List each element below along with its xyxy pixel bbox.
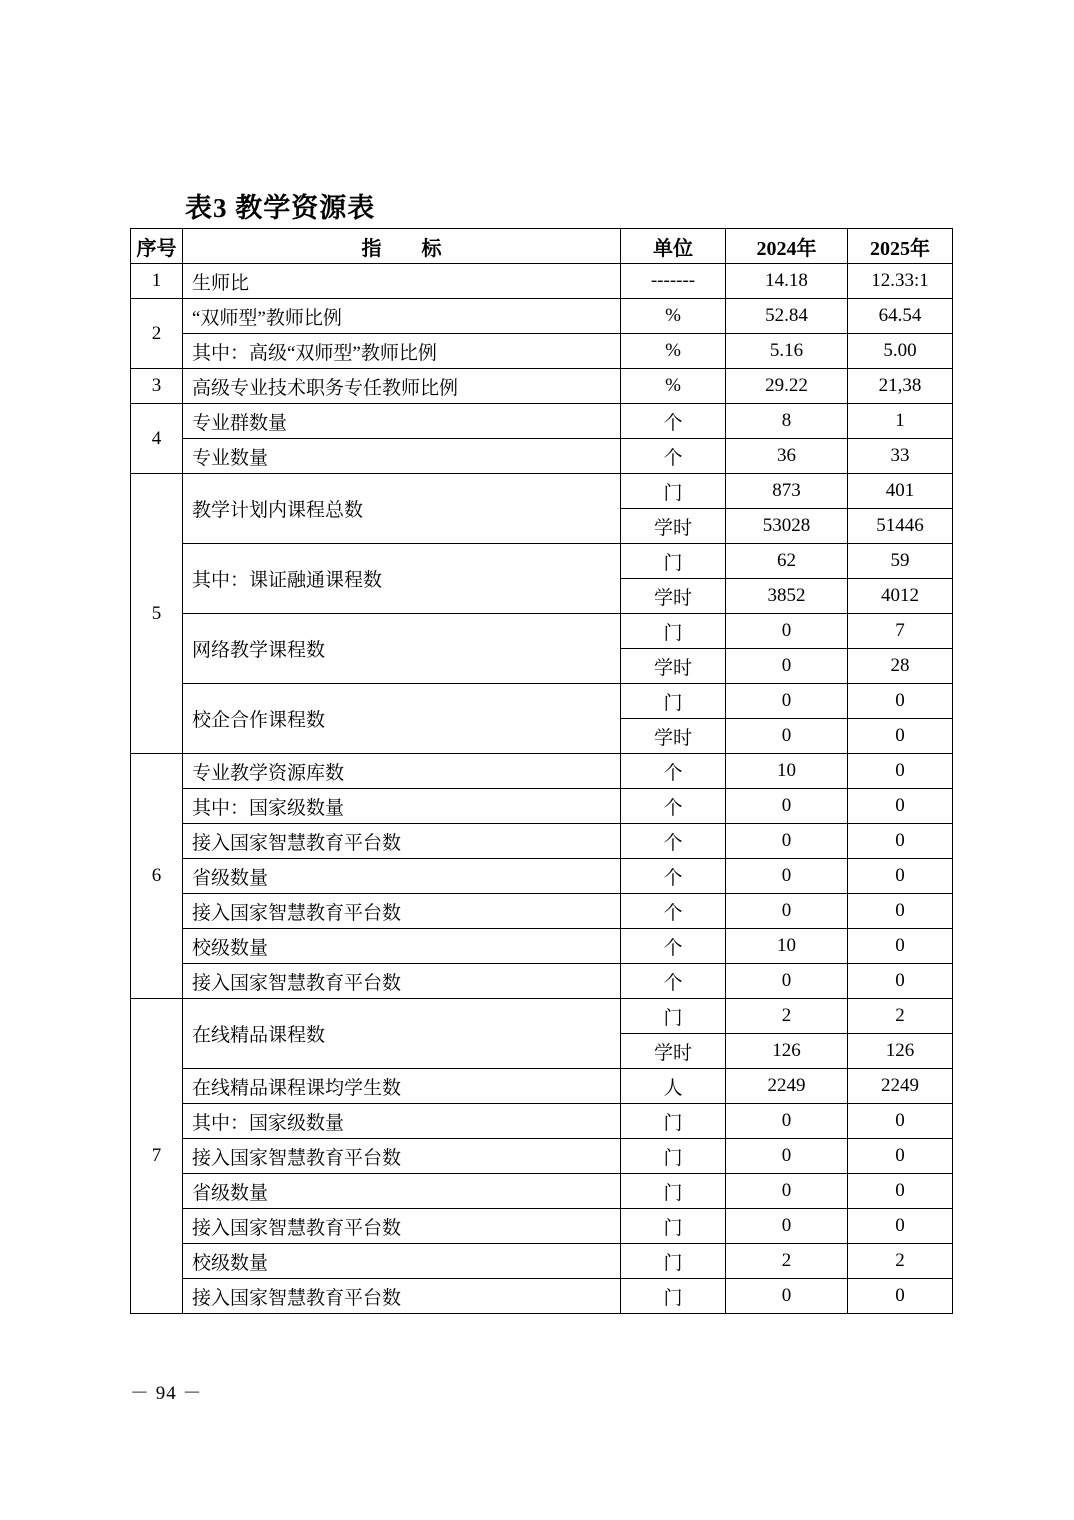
unit-cell: 个 bbox=[621, 894, 726, 929]
v2025-cell: 0 bbox=[848, 824, 953, 859]
ind-cell: 教学计划内课程总数 bbox=[183, 474, 621, 544]
v2025-cell: 0 bbox=[848, 789, 953, 824]
unit-cell: % bbox=[621, 299, 726, 334]
v2025-cell: 59 bbox=[848, 544, 953, 579]
table-row bbox=[131, 614, 953, 649]
ind-cell: 校级数量 bbox=[183, 1244, 621, 1279]
table-row bbox=[131, 824, 953, 859]
unit-cell: 学时 bbox=[621, 1034, 726, 1069]
v2024-cell: 2 bbox=[726, 1244, 848, 1279]
unit-column-header: 单位 bbox=[621, 229, 726, 264]
unit-cell: ------- bbox=[621, 264, 726, 299]
table-row bbox=[131, 299, 953, 334]
table-row bbox=[131, 929, 953, 964]
table-row bbox=[131, 894, 953, 929]
v2025-cell: 0 bbox=[848, 1139, 953, 1174]
unit-cell: 学时 bbox=[621, 579, 726, 614]
page-number: － 94 － bbox=[130, 1383, 203, 1404]
v2025-column-header: 2025年 bbox=[848, 229, 953, 264]
ind-cell: 在线精品课程课均学生数 bbox=[183, 1069, 621, 1104]
seq-column-header: 序号 bbox=[131, 229, 183, 264]
v2024-cell: 0 bbox=[726, 964, 848, 999]
table-header-row bbox=[131, 229, 953, 264]
unit-cell: 学时 bbox=[621, 649, 726, 684]
seq-cell: 3 bbox=[131, 369, 183, 404]
v2024-cell: 62 bbox=[726, 544, 848, 579]
v2024-cell: 0 bbox=[726, 1139, 848, 1174]
ind-cell: 接入国家智慧教育平台数 bbox=[183, 1139, 621, 1174]
ind-cell: 接入国家智慧教育平台数 bbox=[183, 964, 621, 999]
v2024-cell: 52.84 bbox=[726, 299, 848, 334]
ind-cell: 省级数量 bbox=[183, 859, 621, 894]
unit-cell: 学时 bbox=[621, 509, 726, 544]
table-row bbox=[131, 334, 953, 369]
v2025-cell: 2 bbox=[848, 1244, 953, 1279]
table-row bbox=[131, 1139, 953, 1174]
v2025-cell: 51446 bbox=[848, 509, 953, 544]
ind-cell: “双师型”教师比例 bbox=[183, 299, 621, 334]
table-row bbox=[131, 404, 953, 439]
unit-cell: 门 bbox=[621, 1209, 726, 1244]
ind-cell: 省级数量 bbox=[183, 1174, 621, 1209]
unit-cell: 个 bbox=[621, 439, 726, 474]
ind-cell: 专业数量 bbox=[183, 439, 621, 474]
table-row bbox=[131, 684, 953, 719]
unit-cell: 门 bbox=[621, 999, 726, 1034]
v2024-column-header: 2024年 bbox=[726, 229, 848, 264]
ind-cell: 其中：课证融通课程数 bbox=[183, 544, 621, 614]
table-row bbox=[131, 964, 953, 999]
ind-cell: 生师比 bbox=[183, 264, 621, 299]
v2024-cell: 0 bbox=[726, 859, 848, 894]
v2025-cell: 64.54 bbox=[848, 299, 953, 334]
unit-cell: % bbox=[621, 369, 726, 404]
v2024-cell: 0 bbox=[726, 1209, 848, 1244]
v2025-cell: 28 bbox=[848, 649, 953, 684]
ind-cell: 高级专业技术职务专任教师比例 bbox=[183, 369, 621, 404]
v2024-cell: 5.16 bbox=[726, 334, 848, 369]
v2025-cell: 0 bbox=[848, 964, 953, 999]
v2025-cell: 5.00 bbox=[848, 334, 953, 369]
ind-cell: 接入国家智慧教育平台数 bbox=[183, 824, 621, 859]
v2024-cell: 873 bbox=[726, 474, 848, 509]
v2025-cell: 33 bbox=[848, 439, 953, 474]
table-body bbox=[131, 264, 953, 1314]
ind-cell: 其中：国家级数量 bbox=[183, 1104, 621, 1139]
v2024-cell: 10 bbox=[726, 929, 848, 964]
unit-cell: 个 bbox=[621, 789, 726, 824]
ind-cell: 专业教学资源库数 bbox=[183, 754, 621, 789]
v2024-cell: 3852 bbox=[726, 579, 848, 614]
v2025-cell: 2 bbox=[848, 999, 953, 1034]
unit-cell: 个 bbox=[621, 404, 726, 439]
v2024-cell: 10 bbox=[726, 754, 848, 789]
table-row bbox=[131, 789, 953, 824]
v2024-cell: 0 bbox=[726, 684, 848, 719]
ind-cell: 校级数量 bbox=[183, 929, 621, 964]
v2025-cell: 0 bbox=[848, 1174, 953, 1209]
v2025-cell: 7 bbox=[848, 614, 953, 649]
unit-cell: 门 bbox=[621, 544, 726, 579]
table-header bbox=[131, 229, 953, 264]
v2024-cell: 0 bbox=[726, 789, 848, 824]
v2024-cell: 36 bbox=[726, 439, 848, 474]
ind-cell: 接入国家智慧教育平台数 bbox=[183, 894, 621, 929]
v2024-cell: 0 bbox=[726, 1104, 848, 1139]
v2025-cell: 0 bbox=[848, 1279, 953, 1314]
v2025-cell: 0 bbox=[848, 859, 953, 894]
table-row bbox=[131, 1209, 953, 1244]
unit-cell: 门 bbox=[621, 614, 726, 649]
seq-cell: 7 bbox=[131, 999, 183, 1314]
unit-cell: 学时 bbox=[621, 719, 726, 754]
v2024-cell: 0 bbox=[726, 1174, 848, 1209]
v2025-cell: 0 bbox=[848, 754, 953, 789]
unit-cell: 门 bbox=[621, 684, 726, 719]
v2025-cell: 1 bbox=[848, 404, 953, 439]
unit-cell: 门 bbox=[621, 1174, 726, 1209]
v2024-cell: 0 bbox=[726, 894, 848, 929]
v2024-cell: 29.22 bbox=[726, 369, 848, 404]
v2024-cell: 2 bbox=[726, 999, 848, 1034]
seq-cell: 6 bbox=[131, 754, 183, 999]
table-row bbox=[131, 1174, 953, 1209]
seq-cell: 4 bbox=[131, 404, 183, 474]
table-row bbox=[131, 859, 953, 894]
table-row bbox=[131, 999, 953, 1034]
v2025-cell: 0 bbox=[848, 1104, 953, 1139]
v2025-cell: 0 bbox=[848, 719, 953, 754]
v2025-cell: 126 bbox=[848, 1034, 953, 1069]
ind-cell: 其中：国家级数量 bbox=[183, 789, 621, 824]
v2024-cell: 14.18 bbox=[726, 264, 848, 299]
unit-cell: 个 bbox=[621, 929, 726, 964]
v2025-cell: 0 bbox=[848, 684, 953, 719]
table-row bbox=[131, 1244, 953, 1279]
unit-cell: 门 bbox=[621, 1104, 726, 1139]
teaching-resources-table bbox=[130, 228, 953, 1314]
v2024-cell: 0 bbox=[726, 614, 848, 649]
unit-cell: 人 bbox=[621, 1069, 726, 1104]
table-row bbox=[131, 1069, 953, 1104]
v2024-cell: 0 bbox=[726, 1279, 848, 1314]
v2025-cell: 0 bbox=[848, 929, 953, 964]
table-row bbox=[131, 439, 953, 474]
table-row bbox=[131, 754, 953, 789]
unit-cell: 门 bbox=[621, 1244, 726, 1279]
v2024-cell: 126 bbox=[726, 1034, 848, 1069]
table-row bbox=[131, 544, 953, 579]
v2025-cell: 12.33:1 bbox=[848, 264, 953, 299]
ind-column-header: 指 标 bbox=[183, 229, 621, 264]
ind-cell: 其中：高级“双师型”教师比例 bbox=[183, 334, 621, 369]
unit-cell: 门 bbox=[621, 474, 726, 509]
v2025-cell: 4012 bbox=[848, 579, 953, 614]
table-row bbox=[131, 1279, 953, 1314]
v2024-cell: 0 bbox=[726, 719, 848, 754]
unit-cell: 门 bbox=[621, 1139, 726, 1174]
ind-cell: 接入国家智慧教育平台数 bbox=[183, 1279, 621, 1314]
unit-cell: % bbox=[621, 334, 726, 369]
unit-cell: 门 bbox=[621, 1279, 726, 1314]
v2024-cell: 8 bbox=[726, 404, 848, 439]
unit-cell: 个 bbox=[621, 754, 726, 789]
table-row bbox=[131, 1104, 953, 1139]
page-title: 表3 教学资源表 bbox=[185, 193, 376, 223]
ind-cell: 校企合作课程数 bbox=[183, 684, 621, 754]
table-row bbox=[131, 474, 953, 509]
v2024-cell: 0 bbox=[726, 649, 848, 684]
unit-cell: 个 bbox=[621, 859, 726, 894]
ind-cell: 网络教学课程数 bbox=[183, 614, 621, 684]
unit-cell: 个 bbox=[621, 964, 726, 999]
v2025-cell: 2249 bbox=[848, 1069, 953, 1104]
seq-cell: 1 bbox=[131, 264, 183, 299]
table-row bbox=[131, 264, 953, 299]
unit-cell: 个 bbox=[621, 824, 726, 859]
v2025-cell: 0 bbox=[848, 1209, 953, 1244]
ind-cell: 接入国家智慧教育平台数 bbox=[183, 1209, 621, 1244]
v2024-cell: 2249 bbox=[726, 1069, 848, 1104]
ind-cell: 专业群数量 bbox=[183, 404, 621, 439]
seq-cell: 5 bbox=[131, 474, 183, 754]
v2025-cell: 21,38 bbox=[848, 369, 953, 404]
ind-cell: 在线精品课程数 bbox=[183, 999, 621, 1069]
v2025-cell: 0 bbox=[848, 894, 953, 929]
v2024-cell: 53028 bbox=[726, 509, 848, 544]
v2025-cell: 401 bbox=[848, 474, 953, 509]
v2024-cell: 0 bbox=[726, 824, 848, 859]
seq-cell: 2 bbox=[131, 299, 183, 369]
table-row bbox=[131, 369, 953, 404]
